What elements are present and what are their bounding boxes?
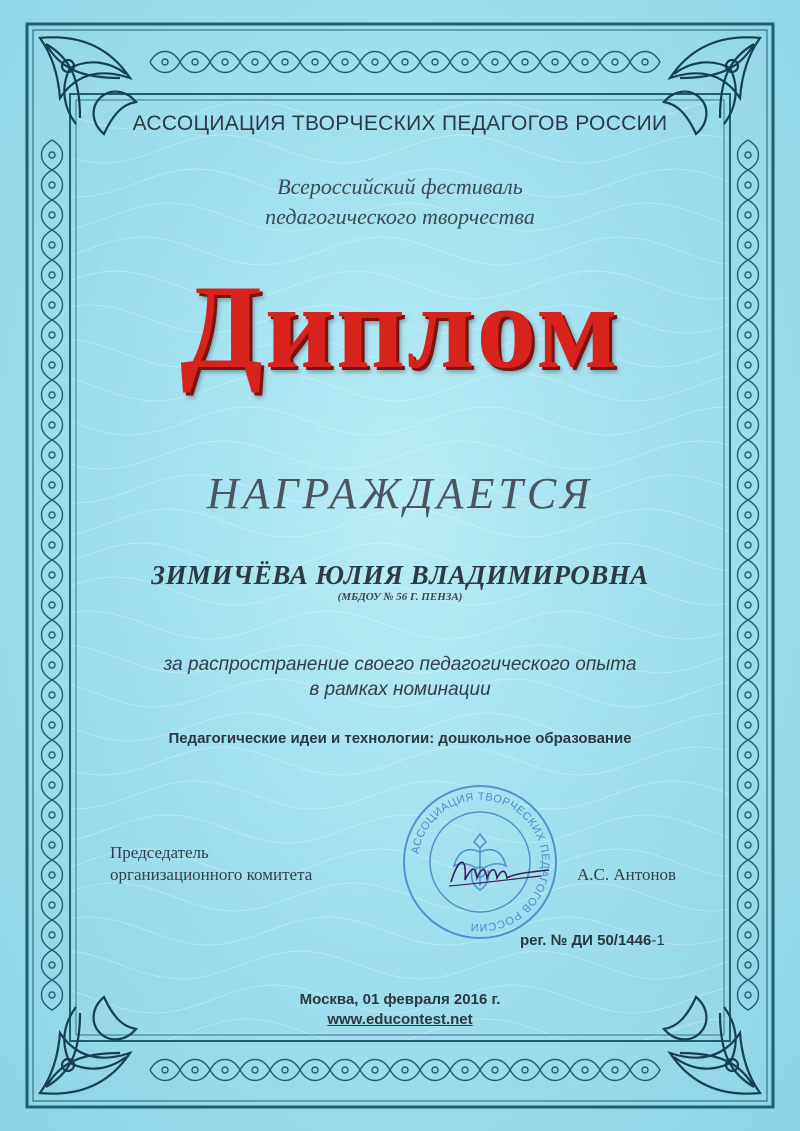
registration-id: 1446 [617, 932, 652, 949]
diploma-title: Диплом [180, 260, 620, 393]
reason-line-1: за распространение своего педагогического опыта [163, 654, 637, 675]
festival-name [0, 172, 800, 232]
award-reason [0, 652, 800, 702]
website-link[interactable]: www.educontest.net [327, 1011, 473, 1028]
chairman-signature [445, 850, 555, 895]
nomination-title: Педагогические идеи и технологии: дошкольное образование [168, 730, 632, 747]
festival-line-2: педагогического творчества [265, 204, 535, 229]
chairman-role-line-2: организационного комитета [110, 865, 313, 884]
signer-name: А.С. Антонов [577, 865, 677, 884]
registration-prefix: рег. № ДИ 50/ [520, 932, 618, 949]
chairman-role-line-1: Председатель [110, 843, 209, 862]
registration-suffix: -1 [651, 932, 665, 949]
seal-text: АССОЦИАЦИЯ ТВОРЧЕСКИХ ПЕДАГОГОВ РОССИИ [409, 790, 552, 934]
recipient-organization: (МБДОУ № 56 Г. ПЕНЗА) [337, 591, 463, 603]
chairman-role [110, 842, 312, 886]
awarded-label: НАГРАЖДАЕТСЯ [206, 469, 594, 518]
registration-number [520, 932, 665, 949]
association-name: АССОЦИАЦИЯ ТВОРЧЕСКИХ ПЕДАГОГОВ РОССИИ [132, 112, 668, 135]
festival-line-1: Всероссийский фестиваль [277, 174, 523, 199]
reason-line-2: в рамках номинации [309, 679, 491, 700]
place-and-date: Москва, 01 февраля 2016 г. [299, 991, 501, 1008]
recipient-name: ЗИМИЧЁВА ЮЛИЯ ВЛАДИМИРОВНА [151, 560, 649, 590]
